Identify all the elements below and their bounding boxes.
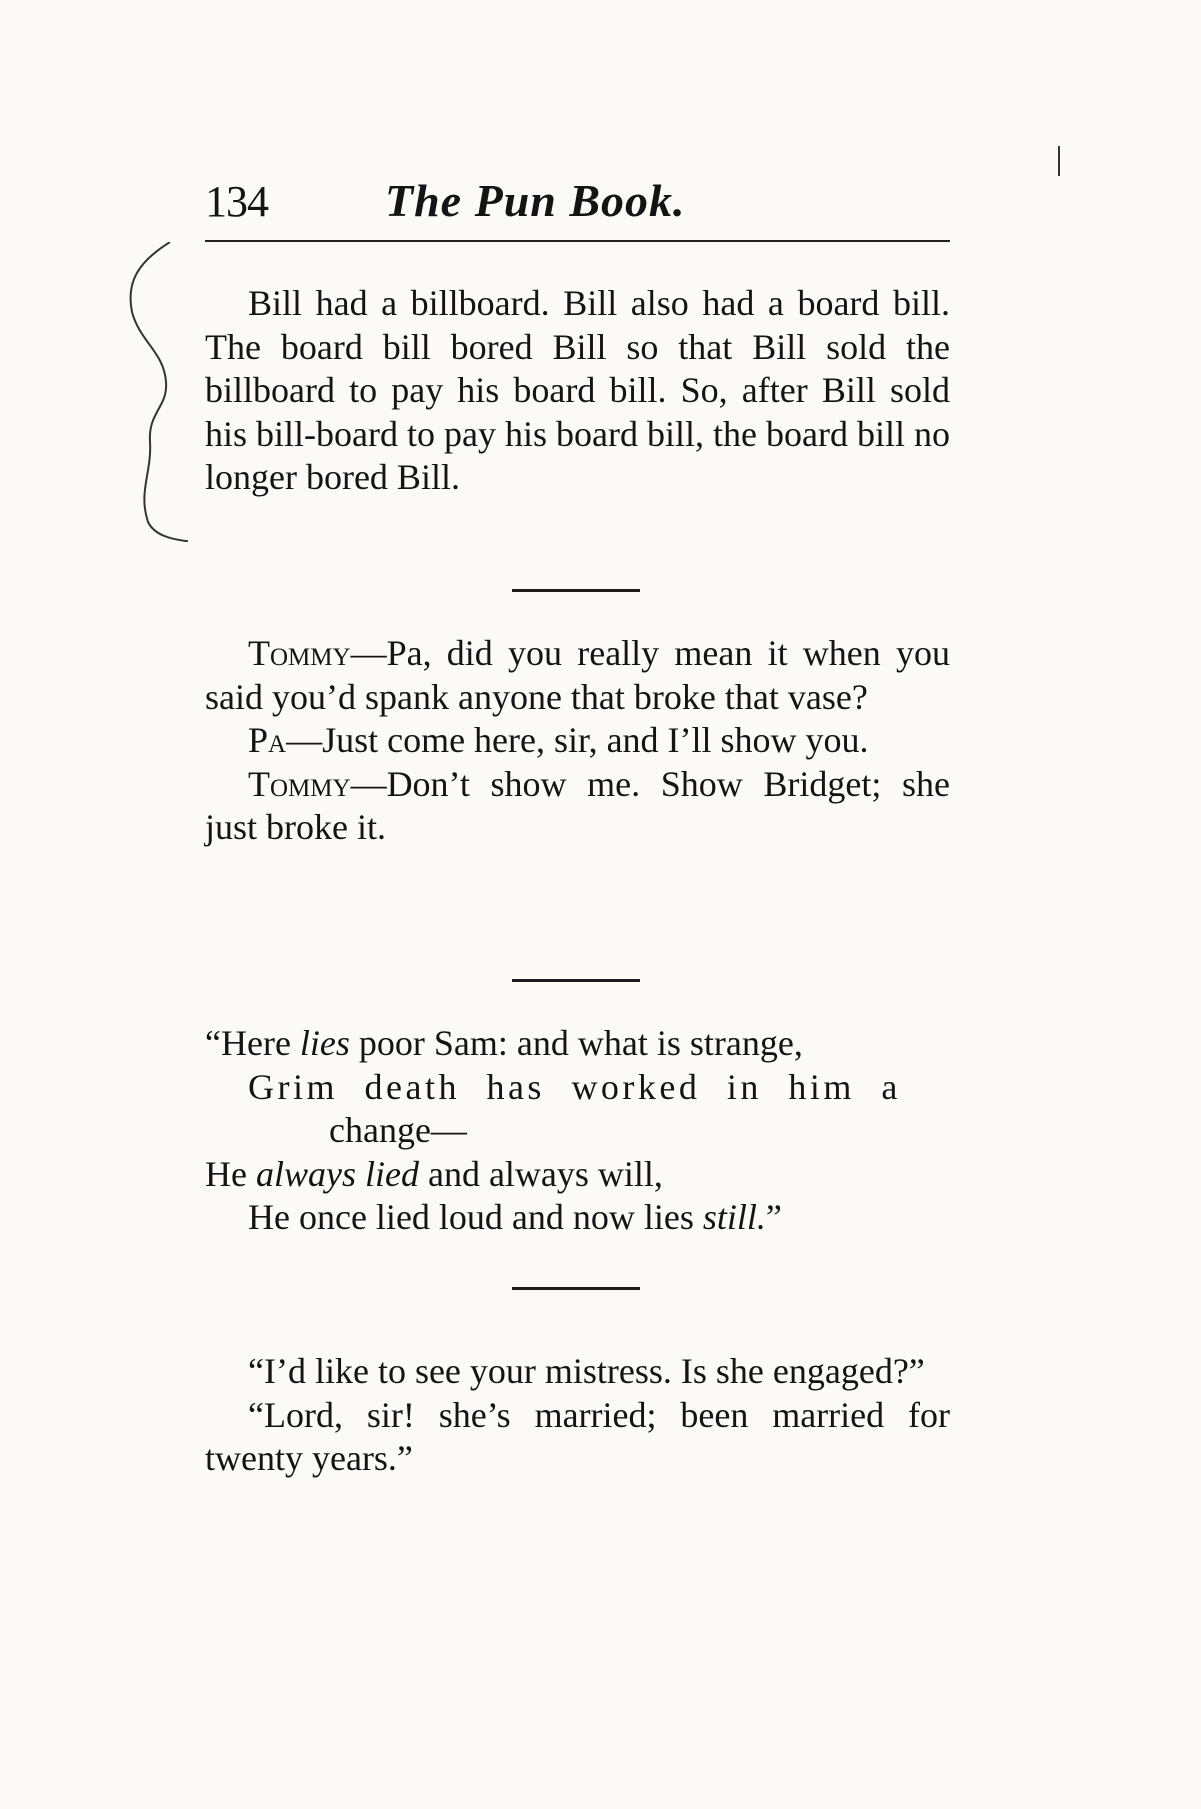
- section-divider: [512, 1287, 640, 1290]
- joke-billboard: [205, 282, 950, 500]
- poem-text: poor Sam: and what is strange,: [349, 1023, 803, 1063]
- dialogue-line: [205, 763, 950, 850]
- poem-line: [205, 1196, 950, 1240]
- poem-line: change—: [329, 1110, 467, 1150]
- page-header: [205, 168, 950, 242]
- poem-italic: still.: [702, 1197, 766, 1237]
- speaker-name: Pa: [248, 720, 287, 760]
- joke-epitaph-poem: [205, 1022, 950, 1240]
- poem-text: ”: [765, 1197, 782, 1237]
- joke-paragraph: Bill had a billboard. Bill also had a board bill. The board bill bored Bill so that Bill sold the billboard to pay his board bill. So, after Bill sold his bill-board to pay his board bill, the board bill no longer bored Bill.: [205, 283, 950, 497]
- poem-line: Grim death has worked in him a: [248, 1066, 901, 1107]
- poem-italic: always lied: [255, 1153, 419, 1194]
- running-title: The Pun Book.: [385, 175, 686, 226]
- margin-mark: [1058, 146, 1060, 176]
- speaker-name: Tommy: [248, 763, 351, 804]
- poem-line: [205, 1153, 950, 1197]
- dialogue-text: —Don’t show me. Show Bridget; she just broke it.: [205, 763, 950, 847]
- joke-mistress: [205, 1350, 950, 1481]
- joke-tommy: [205, 632, 950, 850]
- dialogue-line: [205, 719, 950, 763]
- poem-text: “Here: [205, 1023, 300, 1063]
- poem-text: and always will,: [418, 1153, 663, 1194]
- poem-line: [205, 1022, 950, 1066]
- joke-paragraph: “Lord, sir! she’s married; been married for twenty years.”: [205, 1394, 950, 1478]
- dialogue-line: [205, 632, 950, 719]
- poem-text: He once lied loud and now lies: [248, 1197, 703, 1237]
- joke-paragraph: “I’d like to see your mistress. Is she engaged?”: [248, 1351, 925, 1391]
- hand-drawn-bracket: [118, 242, 188, 542]
- poem-text: He: [205, 1153, 256, 1194]
- speaker-name: Tommy: [248, 633, 351, 673]
- page-number: 134: [205, 177, 268, 226]
- dialogue-text: —Pa, did you really mean it when you said you’d spank anyone that broke that vase?: [205, 633, 950, 717]
- dialogue-text: —Just come here, sir, and I’ll show you.: [286, 720, 869, 760]
- section-divider: [512, 979, 640, 982]
- section-divider: [512, 589, 640, 592]
- poem-italic: lies: [299, 1023, 350, 1063]
